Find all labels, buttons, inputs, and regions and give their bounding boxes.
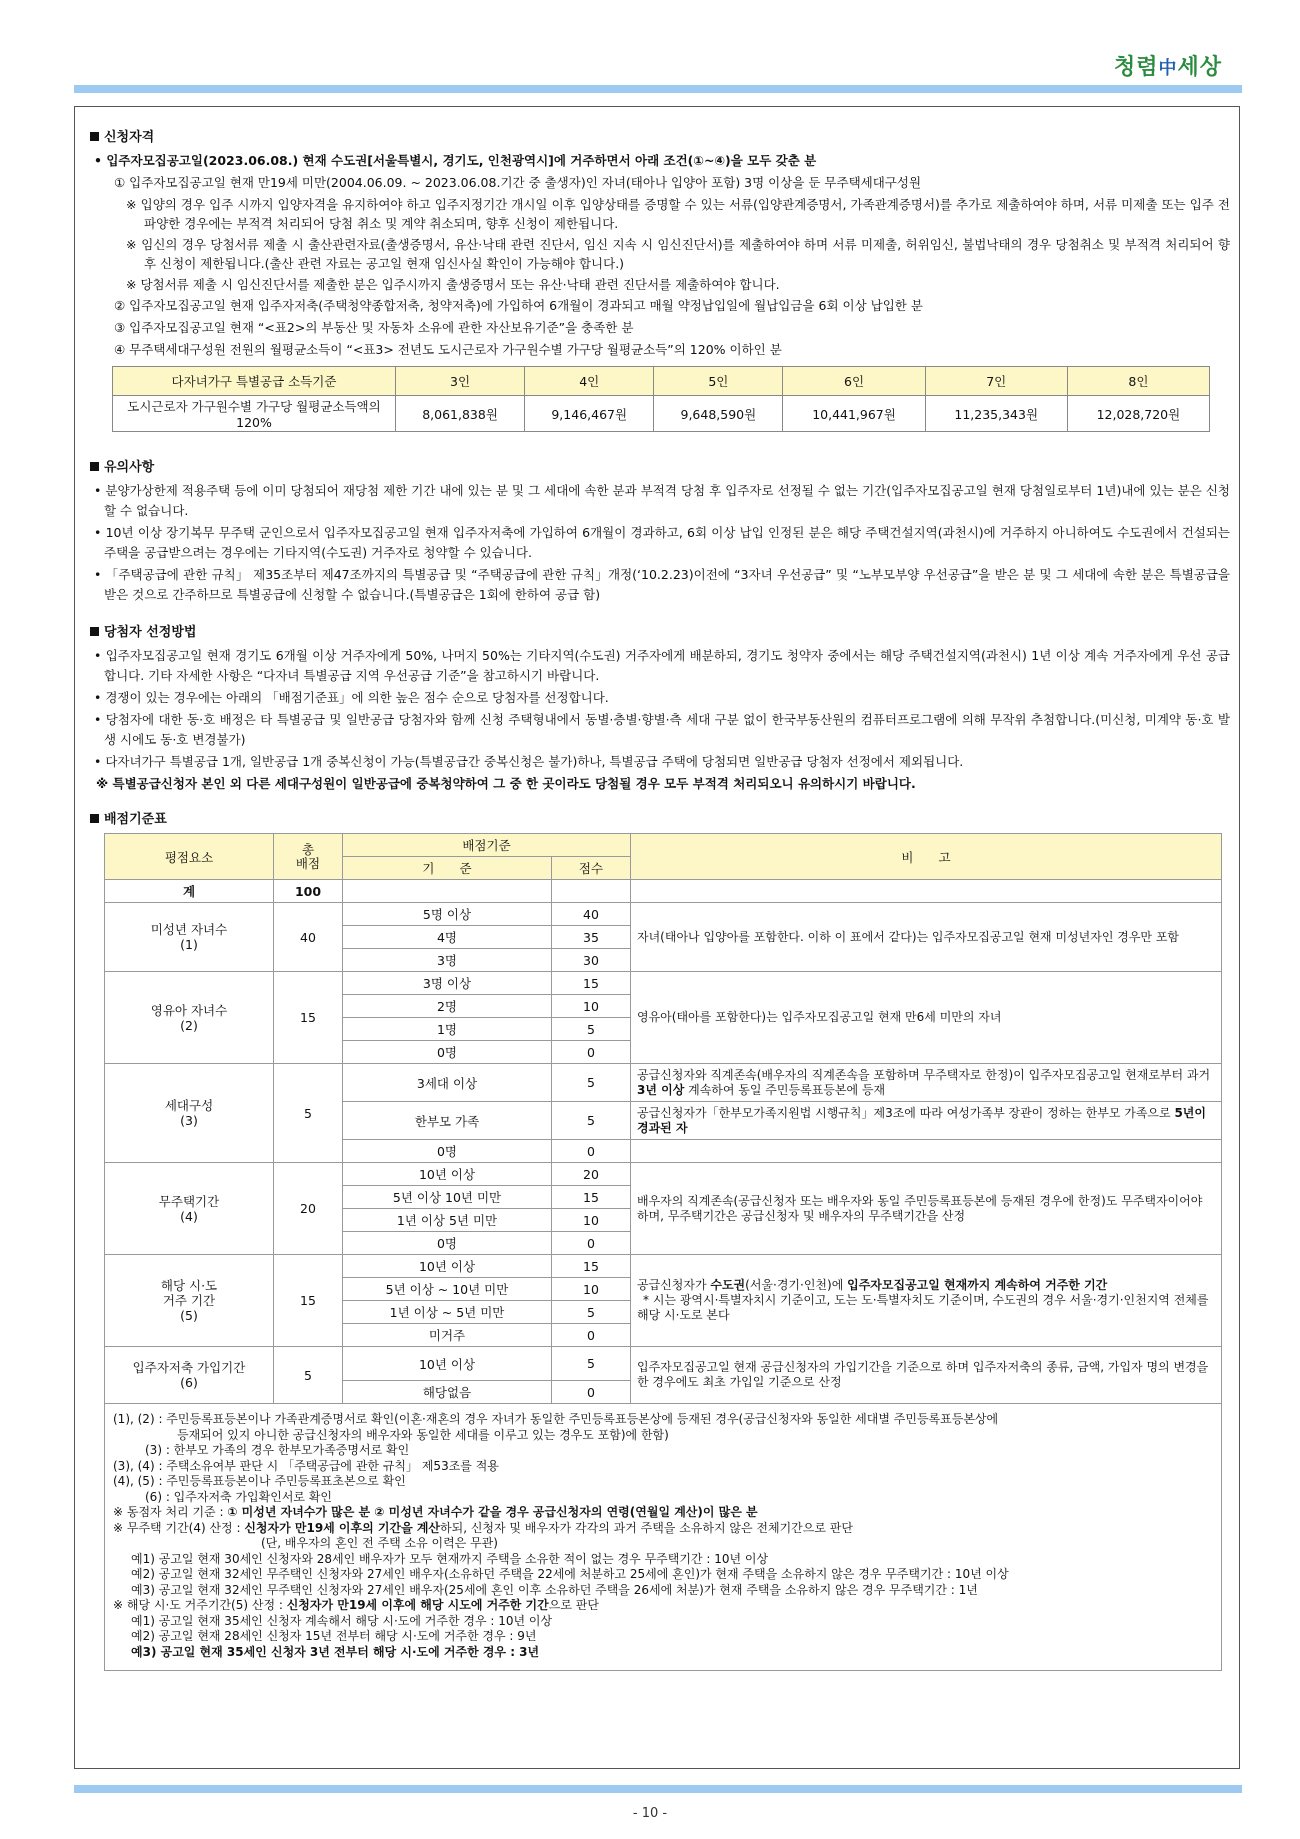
- scoring-notes: (1), (2) : 주민등록표등본이나 가족관계증명서로 확인(이혼·재혼의 경우 자녀가 동일한 주민등록표등본상에 등재된 경우(공급신청자와 동일한 세대별 주민등록표등본상에 등재되어 있지 아니한 공급신청자의 배우자와 동일한 세대를 이루고 있는 경우도 포함)에 한함) (3) : 한부모 가족의 경우 한부모가족증명서로 확인 (3), (4) : 주택소유여부 판단 시 「주택공급에 관한 규칙」 제53조를 적용 (4), (5) : 주민등록표등본이나 주민등록표초본으로 확인 (6) : 입주자저축 가입확인서로 확인 ※ 동점자 처리 기준 : ① 미성년 자녀수가 많은 분 ② 미성년 자녀수가 같을 경우 공급신청자의 연령(연월일 계산)이 많은 분 ※ 무주택 기간(4) 산정 : 신청자가 만19세 이후의 기간을 계산하되, 신청자 및 배우자가 각각의 과거 주택을 소유하지 않은 전체기간으로 판단 (단, 배우자의 혼인 전 주택 소유 이력은 무관) 예1) 공고일 현재 30세인 신청자와 28세인 배우자가 모두 현재까지 주택을 소유한 적이 없는 경우 무주택기간 : 10년 이상 예2) 공고일 현재 32세인 무주택인 신청자와 27세인 배우자(소유하던 주택을 22세에 처분하고 25세에 혼인)가 현재 주택을 소유하지 않은 경우 무주택기간 : 10년 이상 예3) 공고일 현재 32세인 무주택인 신청자와 27세인 배우자(25세에 혼인 이후 소유하던 주택을 26세에 처분)가 현재 주택을 소유하지 않은 경우 무주택기간 : 1년 ※ 해당 시·도 거주기간(5) 산정 : 신청자가 만19세 이후에 해당 시도에 거주한 기간으로 판단 예1) 공고일 현재 35세인 신청자 계속해서 해당 시·도에 거주한 경우 : 10년 이상 예2) 공고일 현재 28세인 신청자 15년 전부터 해당 시·도에 거주한 경우 : 9년 예3) 공고일 현재 35세인 신청자 3년 전부터 해당 시·도에 거주한 경우 : 3년: [104, 1404, 1222, 1671]
- condition-1: ① 입주자모집공고일 현재 만19세 미만(2004.06.09. ~ 2023.06.08.기간 중 출생자)인 자녀(태아나 입양아 포함) 3명 이상을 둔 무주택세대구성원: [114, 175, 922, 190]
- caution-1: • 분양가상한제 적용주택 등에 이미 당첨되어 재당첨 제한 기간 내에 있는 분 및 그 세대에 속한 분과 부적격 당첨 후 입주자로 선정될 수 없는 기간(입주자모집공고일 현재 당첨일로부터 1년)내에 있는 분은 신청할 수 없습니다.: [94, 483, 1230, 518]
- note-pregnancy-docs: ※ 당첨서류 제출 시 임신진단서를 제출한 분은 입주시까지 출생증명서 또는 유산·낙태 관련 진단서를 제출하여야 합니다.: [126, 277, 780, 292]
- section-title-cautions: 유의사항: [90, 456, 1230, 475]
- section-title-selection: 당첨자 선정방법: [90, 621, 1230, 640]
- condition-3: ③ 입주자모집공고일 현재 “<표2>의 부동산 및 자동차 소유에 관한 자산보유기준”을 충족한 분: [114, 320, 634, 335]
- bottom-bar: [74, 1785, 1242, 1793]
- section-title-scoring: 배점기준표: [90, 808, 1230, 827]
- selection-4: • 다자녀가구 특별공급 1개, 일반공급 1개 중복신청이 가능(특별공급간 중복신청은 불가)하나, 특별공급 주택에 당첨되면 일반공급 당첨자 선정에서 제외됩니다.: [94, 754, 964, 769]
- section-title-eligibility: 신청자격: [90, 126, 1230, 145]
- content: [90, 116, 1230, 1671]
- page-number: - 10 -: [632, 1806, 668, 1821]
- scoring-table: 평점요소 총 배점 배점기준 비 고 기 준 점수 계 100 미성년 자녀수 (1) 40 5명 이상 40 자녀(태아나 입양아를 포함한다. 이하 이 표에서 같다)는 입주자모집공고일 현재 미성년자인 경우만 포함 4명 35 3명 30 영유아 자녀수 (2) 15 3명 이상 15 영유아(태아를 포함한다)는 입주자모집공고일 현재 만6세 미만의 자녀 2명 10 1명 5 0명 0 세대구성 (3) 5 3세대 이상 5 공급신청자와 직계존속(배우자의 직계존속을 포함하며 무주택자로 한정)이 입주자모집공고일 현재로부터 과거 3년 이상 계속하여 동일 주민등록표등본에 등재 한부모 가족 5 공급신청자가「한부모가족지원법 시행규칙」제3조에 따라 여성가족부 장관이 정하는 한부모 가족으로 5년이 경과된 자 0명 0 무주택기간 (4) 20 10년 이상 20 배우자의 직계존속(공급신청자 또는 배우자와 동일 주민등록표등본에 등재된 경우에 한정)도 무주택자이어야 하며, 무주택기간은 공급신청자 및 배우자의 무주택기간을 산정 5년 이상 10년 미만 15 1년 이상 5년 미만 10 0명 0 해당 시·도 거주 기간 (5) 15 10년 이상 15 공급신청자가 수도권(서울·경기·인천)에 입주자모집공고일 현재까지 계속하여 거주한 기간 * 시는 광역시·특별자치시 기준이고, 도는 도·특별자치도 기준이며, 수도권의 경우 서울·경기·인천지역 전체를 해당 시·도로 본다 5년 이상 ~ 10년 미만 10 1년 이상 ~ 5년 미만 5 미거주 0 입주자저축 가입기간 (6) 5 10년 이상 5 입주자모집공고일 현재 공급신청자의 가입기간을 기준으로 하며 입주자저축의 종류, 금액, 가입자 명의 변경을 한 경우에도 최초 가입일 기준으로 산정 해당없음 0: [104, 833, 1222, 1404]
- top-bar: [74, 85, 1242, 93]
- caution-3: • 「주택공급에 관한 규칙」 제35조부터 제47조까지의 특별공급 및 “주택공급에 관한 규칙」개정(‘10.2.23)이전에 “3자녀 우선공급” 및 “노부모부양 우선공급”을 받은 분 및 그 세대에 속한 분은 특별공급을 받은 것으로 간주하므로 특별공급에 신청할 수 없습니다.(특별공급은 1회에 한하여 공급 함): [94, 567, 1230, 602]
- selection-1: • 입주자모집공고일 현재 경기도 6개월 이상 거주자에게 50%, 나머지 50%는 기타지역(수도권) 거주자에게 배분하되, 경기도 청약자 중에서는 해당 주택건설지역(과천시) 1년 이상 계속 거주자에게 우선 공급합니다. 기타 자세한 사항은 “다자녀 특별공급 지역 우선공급 기준”을 참고하시기 바랍니다.: [94, 648, 1230, 683]
- selection-3: • 당첨자에 대한 동·호 배정은 타 특별공급 및 일반공급 당첨자와 함께 신청 주택형내에서 동별·층별·향별·측 세대 구분 없이 한국부동산원의 컴퓨터프로그램에 의해 무작위 추첨합니다.(미신청, 미계약 동·호 발생 시에도 동·호 변경불가): [94, 712, 1230, 747]
- caution-2: • 10년 이상 장기복무 무주택 군인으로서 입주자모집공고일 현재 입주자저축에 가입하여 6개월이 경과하고, 6회 이상 납입 인정된 분은 해당 주택건설지역(과천시)에 거주하지 아니하여도 수도권에서 건설되는 주택을 공급받으려는 경우에는 기타지역(수도권) 거주자로 청약할 수 있습니다.: [94, 525, 1230, 560]
- note-adoption: ※ 입양의 경우 입주 시까지 입양자격을 유지하여야 하고 입주지정기간 개시일 이후 입양상태를 증명할 수 있는 서류(입양관계증명서, 가족관계증명서)를 추가로 제출하여야 하며, 서류 미제출 또는 입주 전 파양한 경우에는 부적격 처리되어 당첨 취소 및 계약 취소되며, 향후 신청이 제한됩니다.: [126, 197, 1230, 231]
- selection-warning: ※ 특별공급신청자 본인 외 다른 세대구성원이 일반공급에 중복청약하여 그 중 한 곳이라도 당첨될 경우 모두 부적격 처리되오니 유의하시기 바랍니다.: [96, 776, 916, 791]
- selection-2: • 경쟁이 있는 경우에는 아래의 「배점기준표」에 의한 높은 점수 순으로 당첨자를 선정합니다.: [94, 690, 609, 705]
- note-pregnancy: ※ 임신의 경우 당첨서류 제출 시 출산관련자료(출생증명서, 유산·낙태 관련 진단서, 임신 지속 시 임신진단서)를 제출하여야 하며 서류 미제출, 허위임신, 불법낙태의 경우 당첨취소 및 부적격 처리되어 향후 신청이 제한됩니다.(출산 관련 자료는 공고일 현재 임신사실 확인이 가능해야 합니다.): [126, 237, 1230, 271]
- income-table: 다자녀가구 특별공급 소득기준 3인 4인 5인 6인 7인 8인 도시근로자 가구원수별 가구당 월평균소득액의 120% 8,061,838원 9,146,467원 9,648,590원 10,441,967원 11,235,343원 12,028,720원: [112, 366, 1210, 432]
- condition-4: ④ 무주택세대구성원 전원의 월평균소득이 “<표3> 전년도 도시근로자 가구원수별 가구당 월평균소득”의 120% 이하인 분: [114, 342, 782, 357]
- condition-2: ② 입주자모집공고일 현재 입주자저축(주택청약종합저축, 청약저축)에 가입하여 6개월이 경과되고 매월 약정납입일에 월납입금을 6회 이상 납입한 분: [114, 298, 923, 313]
- logo: 청렴中세상: [1113, 55, 1222, 80]
- eligibility-intro: • 입주자모집공고일(2023.06.08.) 현재 수도권[서울특별시, 경기도, 인천광역시]에 거주하면서 아래 조건(①~④)을 모두 갖춘 분: [94, 153, 817, 168]
